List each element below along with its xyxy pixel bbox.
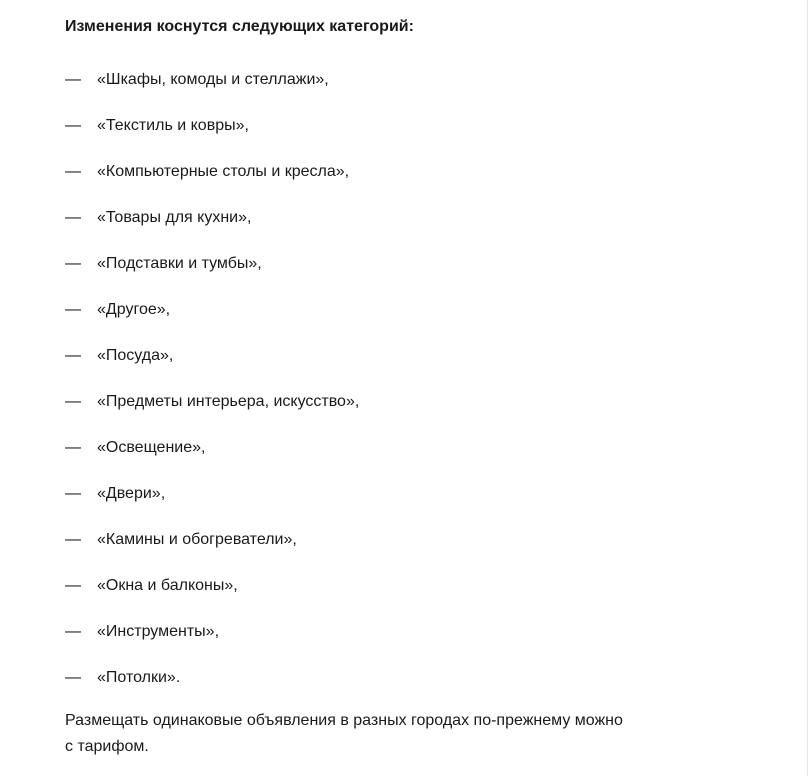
list-item <box>65 158 359 204</box>
list-item-text: «Предметы интерьера, искусство», <box>97 393 360 410</box>
list-item-text: «Компьютерные столы и кресла», <box>97 163 350 180</box>
list-item <box>65 388 359 434</box>
list-item-text: «Освещение», <box>97 439 206 456</box>
list-item <box>65 618 359 664</box>
list-item-text: «Инструменты», <box>97 623 220 640</box>
list-item <box>65 572 359 618</box>
list-dash: — <box>65 439 81 456</box>
list-dash: — <box>65 623 81 640</box>
list-item-text: «Камины и обогреватели», <box>97 531 297 548</box>
list-item <box>65 480 359 526</box>
list-dash: — <box>65 209 81 226</box>
list-item-text: «Посуда», <box>97 347 174 364</box>
list-dash: — <box>65 347 81 364</box>
list-dash: — <box>65 301 81 318</box>
category-list <box>65 66 359 710</box>
list-item <box>65 112 359 158</box>
list-item-text: «Другое», <box>97 301 171 318</box>
list-dash: — <box>65 255 81 272</box>
list-item <box>65 66 359 112</box>
list-dash: — <box>65 117 81 134</box>
list-item <box>65 664 359 710</box>
list-dash: — <box>65 163 81 180</box>
list-dash: — <box>65 531 81 548</box>
list-dash: — <box>65 669 81 686</box>
note-line-1: Размещать одинаковые объявления в разных городах по-прежнему можно <box>65 712 623 729</box>
list-item-text: «Текстиль и ковры», <box>97 117 249 134</box>
note-paragraph <box>65 708 725 760</box>
list-item <box>65 250 359 296</box>
list-item <box>65 204 359 250</box>
list-item-text: «Товары для кухни», <box>97 209 252 226</box>
list-dash: — <box>65 71 81 88</box>
list-item-text: «Шкафы, комоды и стеллажи», <box>97 71 329 88</box>
list-item-text: «Потолки». <box>97 669 181 686</box>
list-dash: — <box>65 485 81 502</box>
list-item-text: «Подставки и тумбы», <box>97 255 262 272</box>
list-item <box>65 342 359 388</box>
list-item-text: «Окна и балконы», <box>97 577 238 594</box>
note-line-2: с тарифом. <box>65 738 149 755</box>
list-item <box>65 296 359 342</box>
list-dash: — <box>65 393 81 410</box>
list-dash: — <box>65 577 81 594</box>
list-item <box>65 526 359 572</box>
list-item-text: «Двери», <box>97 485 166 502</box>
list-item <box>65 434 359 480</box>
section-heading: Изменения коснутся следующих категорий: <box>65 18 414 35</box>
